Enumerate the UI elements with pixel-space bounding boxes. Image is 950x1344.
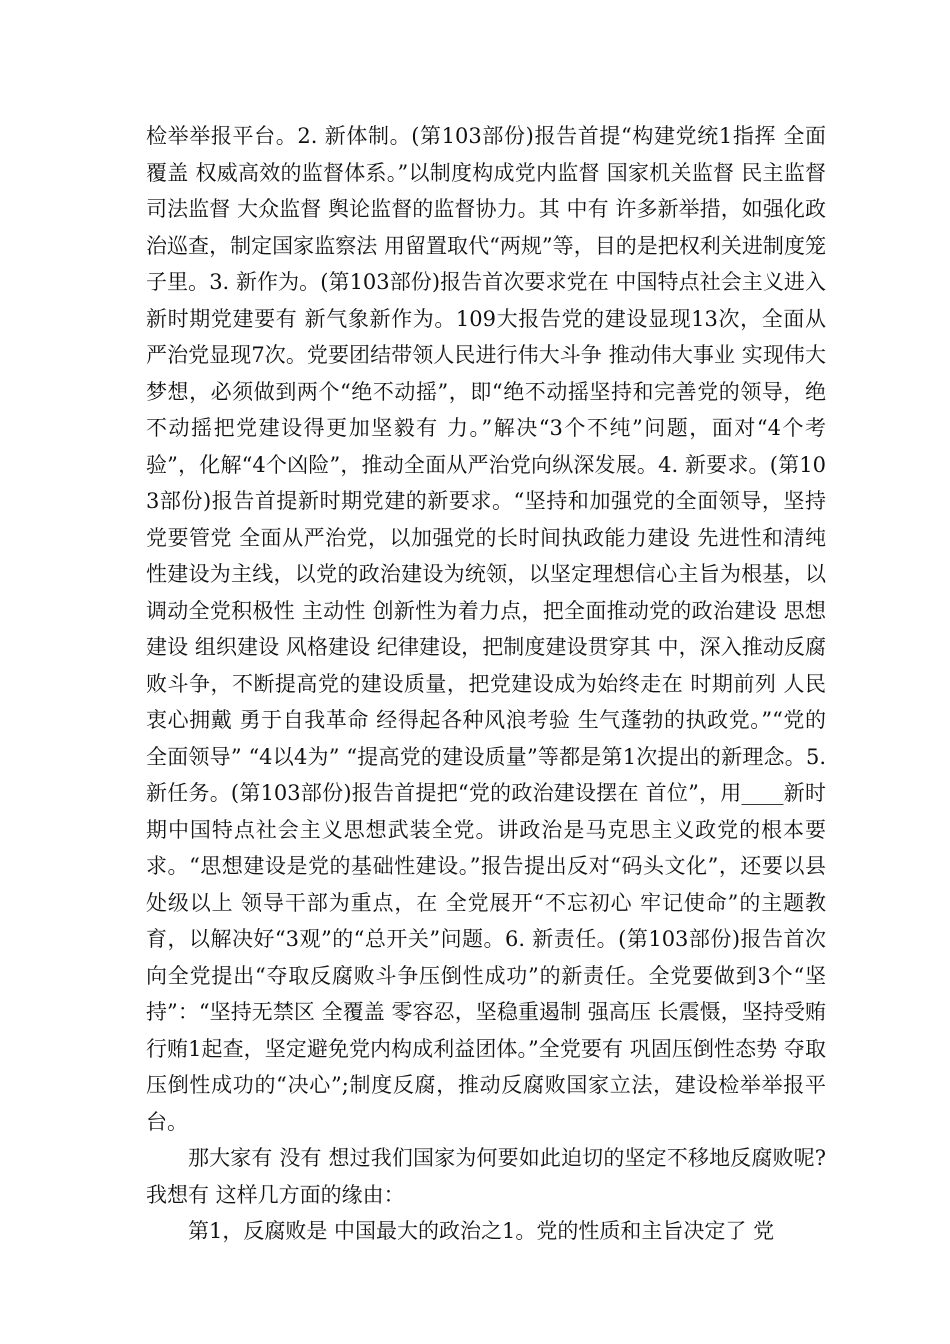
paragraph-2: 那大家有 没有 想过我们国家为何要如此迫切的坚定不移地反腐败呢?我想有 这样几方面的缘由：: [146, 1146, 826, 1207]
body-text: [146, 118, 826, 1250]
paragraph-3: 第1，反腐败是 中国最大的政治之1。党的性质和主旨决定了 党: [188, 1219, 775, 1243]
paragraph-1: 检举举报平台。2. 新体制。(第103部份)报告首提“构建党统1指挥 全面覆盖 权威高效的监督体系。”以制度构成党内监督 国家机关监督 民主监督 司法监督 大众监督 舆论监督的监督协力。其 中有 许多新举措，如强化政治巡查，制定国家监察法 用留置取代“两规”等，目的是把权利关进制度笼子里。3. 新作为。(第103部份)报告首次要求党在 中国特点社会主义进入新时期党建要有 新气象新作为。109大报告党的建设显现13次，全面从严治党显现7次。党要团结带领人民进行伟大斗争 推动伟大事业 实现伟大梦想，必须做到两个“绝不动摇”，即“绝不动摇坚持和完善党的领导，绝不动摇把党建设得更加坚毅有 力。”解决“3个不纯”问题，面对“4个考验”，化解“4个凶险”，推动全面从严治党向纵深发展。4. 新要求。(第103部份)报告首提新时期党建的新要求。“坚持和加强党的全面领导，坚持党要管党 全面从严治党，以加强党的长时间执政能力建设 先进性和清纯性建设为主线，以党的政治建设为统领，以坚定理想信心主旨为根基，以调动全党积极性 主动性 创新性为着力点，把全面推动党的政治建设 思想建设 组织建设 风格建设 纪律建设，把制度建设贯穿其 中，深入推动反腐败斗争，不断提高党的建设质量，把党建设成为始终走在 时期前列 人民衷心拥戴 勇于自我革命 经得起各种风浪考验 生气蓬勃的执政党。”“党的全面领导” “4以4为” “提高党的建设质量”等都是第1次提出的新理念。5. 新任务。(第103部份)报告首提把“党的政治建设摆在 首位”，用____新时期中国特点社会主义思想武装全党。讲政治是马克思主义政党的根本要求。“思想建设是党的基础性建设。”报告提出反对“码头文化”，还要以县处级以上 领导干部为重点，在 全党展开“不忘初心 牢记使命”的主题教育，以解决好“3观”的“总开关”问题。6. 新责任。(第103部份)报告首次向全党提出“夺取反腐败斗争压倒性成功”的新责任。全党要做到3个“坚持”：“坚持无禁区 全覆盖 零容忍，坚稳重遏制 强高压 长震慑，坚持受贿行贿1起查，坚定避免党内构成利益团体。”全党要有 巩固压倒性态势 夺取压倒性成功的“决心”;制度反腐，推动反腐败国家立法，建设检举举报平台。: [146, 124, 826, 1134]
